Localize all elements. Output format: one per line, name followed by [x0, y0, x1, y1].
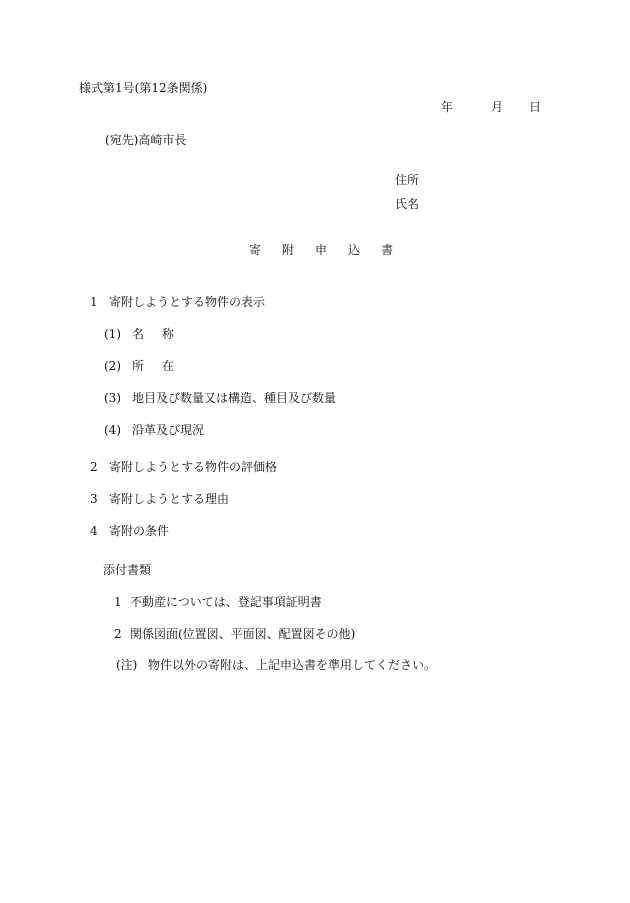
attachment-item: [114, 594, 322, 610]
sub-item-char: 所: [132, 359, 145, 373]
attachment-number: 2: [114, 627, 122, 641]
sub-item: [104, 326, 174, 342]
sub-item: [104, 358, 174, 374]
title-char: 附: [282, 243, 295, 257]
list-item: [90, 491, 229, 507]
sub-item: [104, 390, 336, 406]
item-number: 3: [90, 492, 98, 506]
attachment-number: 1: [114, 595, 122, 609]
sub-item-char: 称: [162, 327, 175, 341]
item-number: 1: [90, 295, 98, 309]
sub-item-text: 沿革及び現況: [132, 423, 205, 437]
list-item: [90, 294, 265, 310]
item-text: 寄附しようとする理由: [109, 492, 230, 506]
sub-item-number: (2): [104, 359, 121, 373]
item-text: 寄附しようとする物件の評価格: [109, 460, 278, 474]
note: [116, 657, 436, 673]
attachment-text: 関係図面(位置図、平面図、配置図その他): [130, 627, 356, 641]
attachment-item: [114, 626, 355, 642]
attachment-text: 不動産については、登記事項証明書: [130, 595, 322, 609]
sub-item-number: (3): [104, 391, 121, 405]
title-char: 込: [348, 243, 361, 257]
date-line: [441, 99, 541, 115]
form-number: 様式第1号(第12条関係): [79, 81, 208, 95]
date-day-label: 日: [529, 100, 542, 114]
sub-item: [104, 422, 204, 438]
document-title: [249, 242, 393, 258]
sub-item-number: (1): [104, 327, 121, 341]
sub-item-number: (4): [104, 423, 121, 437]
attachments-heading: 添付書類: [103, 563, 152, 577]
note-text: 物件以外の寄附は、上記申込書を準用してください。: [148, 658, 437, 672]
list-item: [90, 523, 169, 539]
title-char: 書: [381, 243, 394, 257]
item-number: 2: [90, 460, 98, 474]
sub-item-text: 地目及び数量又は構造、種目及び数量: [132, 391, 337, 405]
address-label: 住所: [395, 173, 420, 187]
note-label: (注): [116, 658, 138, 672]
item-number: 4: [90, 524, 98, 538]
title-char: 寄: [249, 243, 262, 257]
sub-item-char: 名: [132, 327, 145, 341]
date-month-label: 月: [491, 100, 504, 114]
list-item: [90, 459, 277, 475]
addressee: (宛先)高崎市長: [105, 133, 187, 147]
name-label: 氏名: [395, 197, 420, 211]
date-year-label: 年: [441, 100, 454, 114]
title-char: 申: [315, 243, 328, 257]
item-text: 寄附の条件: [109, 524, 170, 538]
sub-item-char: 在: [162, 359, 175, 373]
item-text: 寄附しようとする物件の表示: [109, 295, 266, 309]
